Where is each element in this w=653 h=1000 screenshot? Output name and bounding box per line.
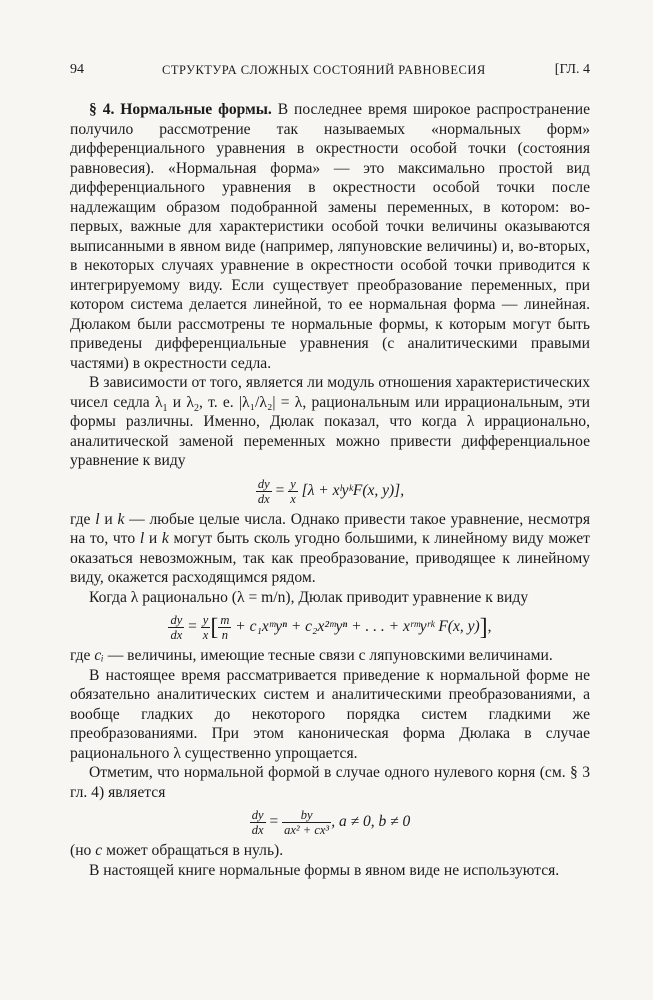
- paragraph-note: (но c может обращаться в нуль).: [70, 842, 284, 859]
- section-heading: § 4. Нормальные формы.: [89, 101, 272, 118]
- paragraph-smooth: В настоящее время рассматривается приведение к нормальной форме не обязательно аналитических систем и аналитическими преобразованиями, а вообще гладких до некоторого порядка систем гладкими же преобразованиями. При этом каноническая форма Дюлака в случае рационального λ существенно упрощается.: [70, 666, 590, 762]
- page-number: 94: [70, 62, 84, 77]
- paragraph-zero-root: Отметим, что нормальной формой в случае одного нулевого корня (см. § 3 гл. 4) является: [70, 764, 590, 801]
- ratio-expression: |λ₁/λ₂|: [238, 393, 276, 411]
- paragraph-final: В настоящей книге нормальные формы в явном виде не используются.: [89, 861, 560, 879]
- paragraph-integers: где l и k — любые целые числа. Однако привести такое уравнение, несмотря на то, что l и k могут быть сколь угодно большими, к линейному виду может оказаться невозможным, так как преобразование, приводящее к линейному виду, окажется расходящимся рядом.: [70, 510, 590, 586]
- running-header: [70, 62, 590, 82]
- running-title: СТРУКТУРА СЛОЖНЫХ СОСТОЯНИЙ РАВНОВЕСИЯ: [162, 63, 486, 77]
- equation-zero-root: $\frac{dy}{dx}$ = $\frac{by}{\text{ax² + cx³}}$ , a ≠ 0, b ≠ 0: [251, 808, 411, 837]
- paragraph-coefficients: где cᵢ — величины, имеющие тесные связи с ляпуновскими величинами.: [70, 647, 553, 664]
- equation-rational: $\frac{dy}{dx}$ = $\frac{y}{x}$ [ $\frac{m}{n}$ + c₁xᵐyⁿ + c₂x²ᵐyⁿ + . . . + xʳᵐyʳᵏ F(x, y)],: [170, 613, 492, 642]
- page-body: [70, 100, 590, 880]
- paragraph-dulac-irrational: В зависимости от того, является ли модуль отношения характеристических чисел седла $\lambda_1$ и $\lambda_2$, т. е. |λ₁/λ₂| = λ, рациональным или иррациональным, эти формы различны. Именно, Дюлак показал, что когда λ иррационально, аналитической заменой переменных можно привести дифференциальное уравнение к виду: [70, 374, 590, 469]
- paragraph-dulac-rational: Когда λ рационально (λ = m/n), Дюлак приводит уравнение к виду: [89, 588, 529, 606]
- equation-irrational: $\frac{dy}{dx}$ = $\frac{y}{x}$ [λ + xˡyᵏF(x, y)],: [257, 476, 405, 506]
- chapter-marker: [ГЛ. 4: [554, 62, 590, 77]
- paragraph-intro: § 4. Нормальные формы. В последнее время широкое распространение получило рассмотрение так называемых «нормальных форм» дифференциального уравнения в окрестности особой точки (состояния равновесия). «Нормальная форма» — это максимально простой вид дифференциального уравнения в окрестности особой точки после надлежащим образом подобранной замены переменных, в котором: во-первых, важные для характеристики особой точки величины оказываются выписанными в явном виде (например, ляпуновские величины) и, во-вторых, в некоторых случаях уравнение в окрестности особой точки приводится к интегрируемому виду. Если существует преобразование переменных, при котором система делается линейной, то ее нормальная форма — линейная. Дюлаком были рассмотрены те нормальные формы, к которым могут быть приведены дифференциальные уравнения (с аналитическими правыми частями) в окрестности седла.: [70, 101, 590, 372]
